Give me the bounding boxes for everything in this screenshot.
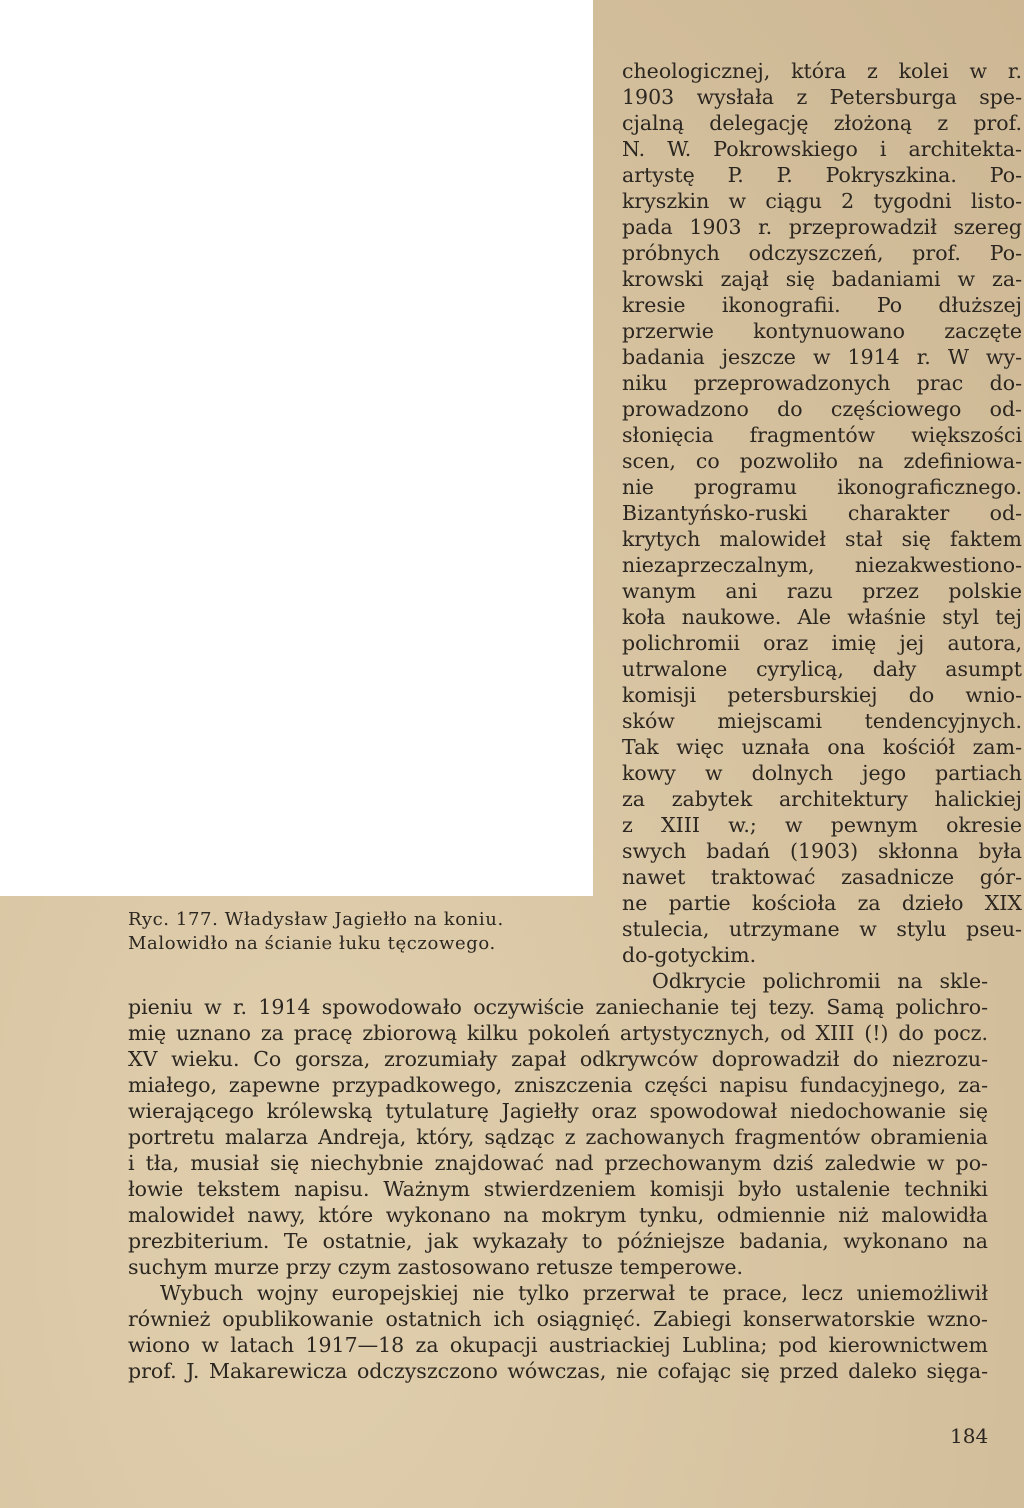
text-line: portretu malarza Andreja, który, sądząc z zachowanych fragmentów obramienia <box>128 1125 988 1149</box>
text-line: sków miejscami tendencyjnych. <box>622 709 1022 733</box>
text-line: wanym ani razu przez polskie <box>622 579 1022 603</box>
text-line: Bizantyńsko-ruski charakter od- <box>622 501 1022 525</box>
text-line: niku przeprowadzonych prac do- <box>622 371 1022 395</box>
text-line: N. W. Pokrowskiego i architekta- <box>622 137 1022 161</box>
text-line: do-gotyckim. <box>622 943 757 967</box>
text-line: komisji petersburskiej do wnio- <box>622 683 1022 707</box>
text-line: scen, co pozwoliło na zdefiniowa- <box>622 449 1022 473</box>
caption-line: Ryc. 177. Władysław Jagiełło na koniu. <box>128 909 504 930</box>
text-line: polichromii oraz imię jej autora, <box>622 631 1022 655</box>
text-line: próbnych odczyszczeń, prof. Po- <box>622 241 1022 265</box>
figure-image-area <box>0 0 593 896</box>
text-line: prof. J. Makarewicza odczyszczono wówczas, nie cofając się przed daleko sięga- <box>128 1359 988 1383</box>
text-line: utrwalone cyrylicą, dały asumpt <box>622 657 1022 681</box>
text-line: miałego, zapewne przypadkowego, zniszczenia części napisu fundacyjnego, za- <box>128 1073 988 1097</box>
text-line: kowy w dolnych jego partiach <box>622 761 1022 785</box>
page-number: 184 <box>950 1424 989 1448</box>
text-line: krytych malowideł stał się faktem <box>622 527 1022 551</box>
text-line: Wybuch wojny europejskiej nie tylko przerwał te prace, lecz uniemożliwił <box>160 1281 988 1305</box>
text-line: przerwie kontynuowano zaczęte <box>622 319 1022 343</box>
caption-line: Malowidło na ścianie łuku tęczowego. <box>128 933 496 954</box>
text-line: swych badań (1903) skłonna była <box>622 839 1022 863</box>
text-line: nawet traktować zasadnicze gór- <box>622 865 1022 889</box>
text-line: prezbiterium. Te ostatnie, jak wykazały to późniejsze badania, wykonano na <box>128 1229 988 1253</box>
text-line: 1903 wysłała z Petersburga spe- <box>622 85 1022 109</box>
text-line: wierającego królewską tytulaturę Jagiełły oraz spowodował niedochowanie się <box>128 1099 988 1123</box>
text-line: Odkrycie polichromii na skle- <box>652 969 988 993</box>
text-line: niezaprzeczalnym, niezakwestiono- <box>622 553 1022 577</box>
text-line: suchym murze przy czym zastosowano retusze temperowe. <box>128 1255 744 1279</box>
text-line: stulecia, utrzymane w stylu pseu- <box>622 917 1022 941</box>
text-line: krowski zajął się badaniami w za- <box>622 267 1022 291</box>
text-line: wiono w latach 1917—18 za okupacji austriackiej Lublina; pod kierownictwem <box>128 1333 988 1357</box>
text-line: nie programu ikonograficznego. <box>622 475 1022 499</box>
text-line: łowie tekstem napisu. Ważnym stwierdzeniem komisji było ustalenie techniki <box>128 1177 988 1201</box>
text-line: prowadzono do częściowego od- <box>622 397 1022 421</box>
text-line: z XIII w.; w pewnym okresie <box>622 813 1022 837</box>
text-line: cheologicznej, która z kolei w r. <box>622 59 1022 83</box>
text-line: słonięcia fragmentów większości <box>622 423 1022 447</box>
text-line: również opublikowanie ostatnich ich osiągnięć. Zabiegi konserwatorskie wzno- <box>128 1307 988 1331</box>
text-line: Tak więc uznała ona kościół zam- <box>622 735 1022 759</box>
text-line: malowideł nawy, które wykonano na mokrym tynku, odmiennie niż malowidła <box>128 1203 988 1227</box>
text-line: pada 1903 r. przeprowadził szereg <box>622 215 1022 239</box>
text-line: kresie ikonografii. Po dłuższej <box>622 293 1022 317</box>
text-line: artystę P. P. Pokryszkina. Po- <box>622 163 1022 187</box>
text-line: ne partie kościoła za dzieło XIX <box>622 891 1022 915</box>
text-line: cjalną delegację złożoną z prof. <box>622 111 1022 135</box>
text-line: i tła, musiał się niechybnie znajdować nad przechowanym dziś zaledwie w po- <box>128 1151 988 1175</box>
text-line: XV wieku. Co gorsza, zrozumiały zapał odkrywców doprowadził do niezrozu- <box>128 1047 988 1071</box>
text-line: badania jeszcze w 1914 r. W wy- <box>622 345 1022 369</box>
text-line: koła naukowe. Ale właśnie styl tej <box>622 605 1022 629</box>
text-line: za zabytek architektury halickiej <box>622 787 1022 811</box>
text-line: pieniu w r. 1914 spowodowało oczywiście zaniechanie tej tezy. Samą polichro- <box>128 995 988 1019</box>
text-line: mię uznano za pracę zbiorową kilku pokoleń artystycznych, od XIII (!) do pocz. <box>128 1021 988 1045</box>
text-line: kryszkin w ciągu 2 tygodni listo- <box>622 189 1022 213</box>
